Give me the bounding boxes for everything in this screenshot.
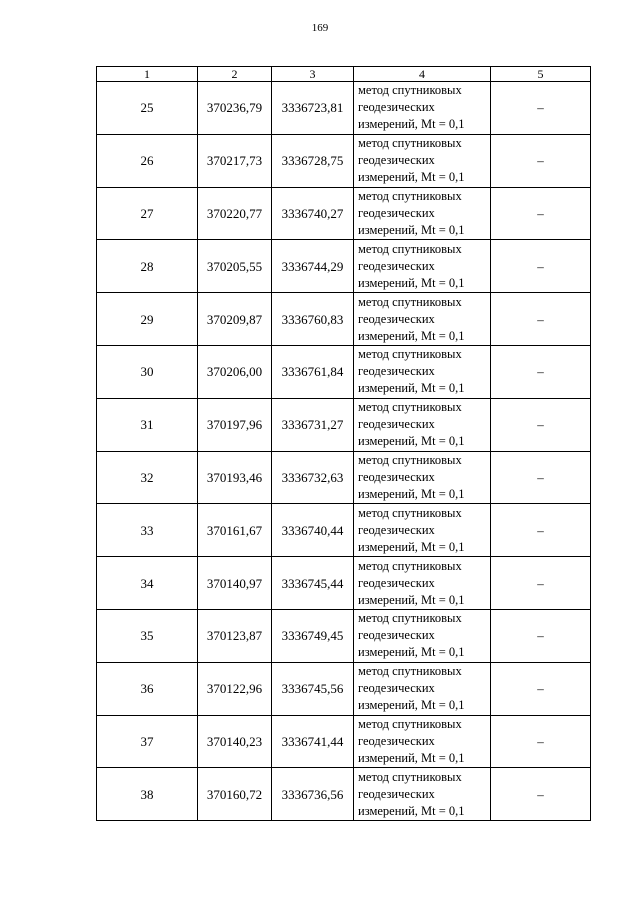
y-coordinate-cell: 3336740,27 [272, 187, 354, 240]
method-text-line: метод спутниковых [358, 716, 462, 731]
method-text-line: геодезических [358, 469, 435, 484]
column-5-cell: – [491, 187, 591, 240]
method-cell [354, 768, 491, 821]
method-text-line: измерений, Mt = 0,1 [358, 750, 465, 765]
table-row [97, 768, 591, 821]
method-cell [354, 662, 491, 715]
column-header-3: 3 [272, 67, 354, 82]
table-row [97, 82, 591, 135]
method-text-line: геодезических [358, 575, 435, 590]
method-text-line: измерений, Mt = 0,1 [358, 222, 465, 237]
method-text-line: геодезических [358, 733, 435, 748]
y-coordinate-cell: 3336741,44 [272, 715, 354, 768]
point-number-cell: 33 [97, 504, 198, 557]
method-text-line: геодезических [358, 364, 435, 379]
table-row [97, 504, 591, 557]
table-row [97, 609, 591, 662]
x-coordinate-cell: 370217,73 [198, 134, 272, 187]
point-number-cell: 37 [97, 715, 198, 768]
method-text-line: метод спутниковых [358, 452, 462, 467]
method-cell [354, 82, 491, 135]
method-text-line: измерений, Mt = 0,1 [358, 170, 465, 185]
y-coordinate-cell: 3336740,44 [272, 504, 354, 557]
point-number-cell: 34 [97, 557, 198, 610]
method-text-line: геодезических [358, 786, 435, 801]
x-coordinate-cell: 370160,72 [198, 768, 272, 821]
table-row [97, 134, 591, 187]
table-row [97, 398, 591, 451]
table-row [97, 557, 591, 610]
y-coordinate-cell: 3336736,56 [272, 768, 354, 821]
x-coordinate-cell: 370220,77 [198, 187, 272, 240]
y-coordinate-cell: 3336745,56 [272, 662, 354, 715]
x-coordinate-cell: 370140,97 [198, 557, 272, 610]
method-cell [354, 134, 491, 187]
y-coordinate-cell: 3336761,84 [272, 345, 354, 398]
column-header-4: 4 [354, 67, 491, 82]
method-cell [354, 451, 491, 504]
column-5-cell: – [491, 451, 591, 504]
method-text-line: измерений, Mt = 0,1 [358, 592, 465, 607]
x-coordinate-cell: 370236,79 [198, 82, 272, 135]
point-number-cell: 36 [97, 662, 198, 715]
method-cell [354, 293, 491, 346]
method-text-line: измерений, Mt = 0,1 [358, 381, 465, 396]
table-row [97, 187, 591, 240]
method-text-line: измерений, Mt = 0,1 [358, 117, 465, 132]
column-5-cell: – [491, 768, 591, 821]
point-number-cell: 27 [97, 187, 198, 240]
x-coordinate-cell: 370205,55 [198, 240, 272, 293]
column-5-cell: – [491, 504, 591, 557]
table-header [97, 67, 591, 82]
method-text-line: метод спутниковых [358, 347, 462, 362]
point-number-cell: 30 [97, 345, 198, 398]
method-text-line: геодезических [358, 100, 435, 115]
coordinates-table [96, 66, 591, 821]
method-text-line: измерений, Mt = 0,1 [358, 803, 465, 818]
page-number: 169 [311, 22, 329, 34]
x-coordinate-cell: 370122,96 [198, 662, 272, 715]
column-5-cell: – [491, 134, 591, 187]
y-coordinate-cell: 3336728,75 [272, 134, 354, 187]
method-text-line: геодезических [358, 258, 435, 273]
y-coordinate-cell: 3336749,45 [272, 609, 354, 662]
method-cell [354, 398, 491, 451]
y-coordinate-cell: 3336731,27 [272, 398, 354, 451]
method-text-line: метод спутниковых [358, 664, 462, 679]
method-text-line: геодезических [358, 522, 435, 537]
method-cell [354, 609, 491, 662]
method-text-line: метод спутниковых [358, 611, 462, 626]
table-row [97, 715, 591, 768]
header-row [97, 67, 591, 82]
table-row [97, 293, 591, 346]
column-5-cell: – [491, 82, 591, 135]
method-text-line: измерений, Mt = 0,1 [358, 698, 465, 713]
method-cell [354, 345, 491, 398]
method-text-line: измерений, Mt = 0,1 [358, 486, 465, 501]
method-text-line: измерений, Mt = 0,1 [358, 328, 465, 343]
method-cell [354, 187, 491, 240]
method-text-line: измерений, Mt = 0,1 [358, 539, 465, 554]
column-5-cell: – [491, 345, 591, 398]
column-5-cell: – [491, 662, 591, 715]
method-text-line: геодезических [358, 153, 435, 168]
method-text-line: измерений, Mt = 0,1 [358, 434, 465, 449]
point-number-cell: 29 [97, 293, 198, 346]
column-header-2: 2 [198, 67, 272, 82]
method-text-line: метод спутниковых [358, 188, 462, 203]
column-header-5: 5 [491, 67, 591, 82]
method-text-line: геодезических [358, 417, 435, 432]
method-text-line: метод спутниковых [358, 241, 462, 256]
method-text-line: метод спутниковых [358, 769, 462, 784]
method-text-line: геодезических [358, 628, 435, 643]
method-text-line: метод спутниковых [358, 294, 462, 309]
column-5-cell: – [491, 557, 591, 610]
point-number-cell: 35 [97, 609, 198, 662]
method-cell [354, 240, 491, 293]
method-text-line: метод спутниковых [358, 83, 462, 98]
point-number-cell: 38 [97, 768, 198, 821]
method-text-line: геодезических [358, 205, 435, 220]
column-header-1: 1 [97, 67, 198, 82]
method-cell [354, 504, 491, 557]
point-number-cell: 31 [97, 398, 198, 451]
point-number-cell: 26 [97, 134, 198, 187]
column-5-cell: – [491, 609, 591, 662]
x-coordinate-cell: 370140,23 [198, 715, 272, 768]
table-row [97, 662, 591, 715]
method-text-line: геодезических [358, 311, 435, 326]
x-coordinate-cell: 370193,46 [198, 451, 272, 504]
table-body [97, 82, 591, 821]
column-5-cell: – [491, 293, 591, 346]
method-text-line: метод спутниковых [358, 400, 462, 415]
table-row [97, 240, 591, 293]
y-coordinate-cell: 3336723,81 [272, 82, 354, 135]
column-5-cell: – [491, 398, 591, 451]
x-coordinate-cell: 370123,87 [198, 609, 272, 662]
column-5-cell: – [491, 240, 591, 293]
y-coordinate-cell: 3336732,63 [272, 451, 354, 504]
method-cell [354, 557, 491, 610]
x-coordinate-cell: 370209,87 [198, 293, 272, 346]
method-text-line: метод спутниковых [358, 558, 462, 573]
x-coordinate-cell: 370206,00 [198, 345, 272, 398]
x-coordinate-cell: 370197,96 [198, 398, 272, 451]
method-text-line: измерений, Mt = 0,1 [358, 275, 465, 290]
method-text-line: метод спутниковых [358, 136, 462, 151]
y-coordinate-cell: 3336745,44 [272, 557, 354, 610]
method-cell [354, 715, 491, 768]
x-coordinate-cell: 370161,67 [198, 504, 272, 557]
y-coordinate-cell: 3336744,29 [272, 240, 354, 293]
point-number-cell: 25 [97, 82, 198, 135]
method-text-line: измерений, Mt = 0,1 [358, 645, 465, 660]
table-row [97, 451, 591, 504]
table-row [97, 345, 591, 398]
point-number-cell: 32 [97, 451, 198, 504]
method-text-line: метод спутниковых [358, 505, 462, 520]
column-5-cell: – [491, 715, 591, 768]
method-text-line: геодезических [358, 681, 435, 696]
y-coordinate-cell: 3336760,83 [272, 293, 354, 346]
point-number-cell: 28 [97, 240, 198, 293]
